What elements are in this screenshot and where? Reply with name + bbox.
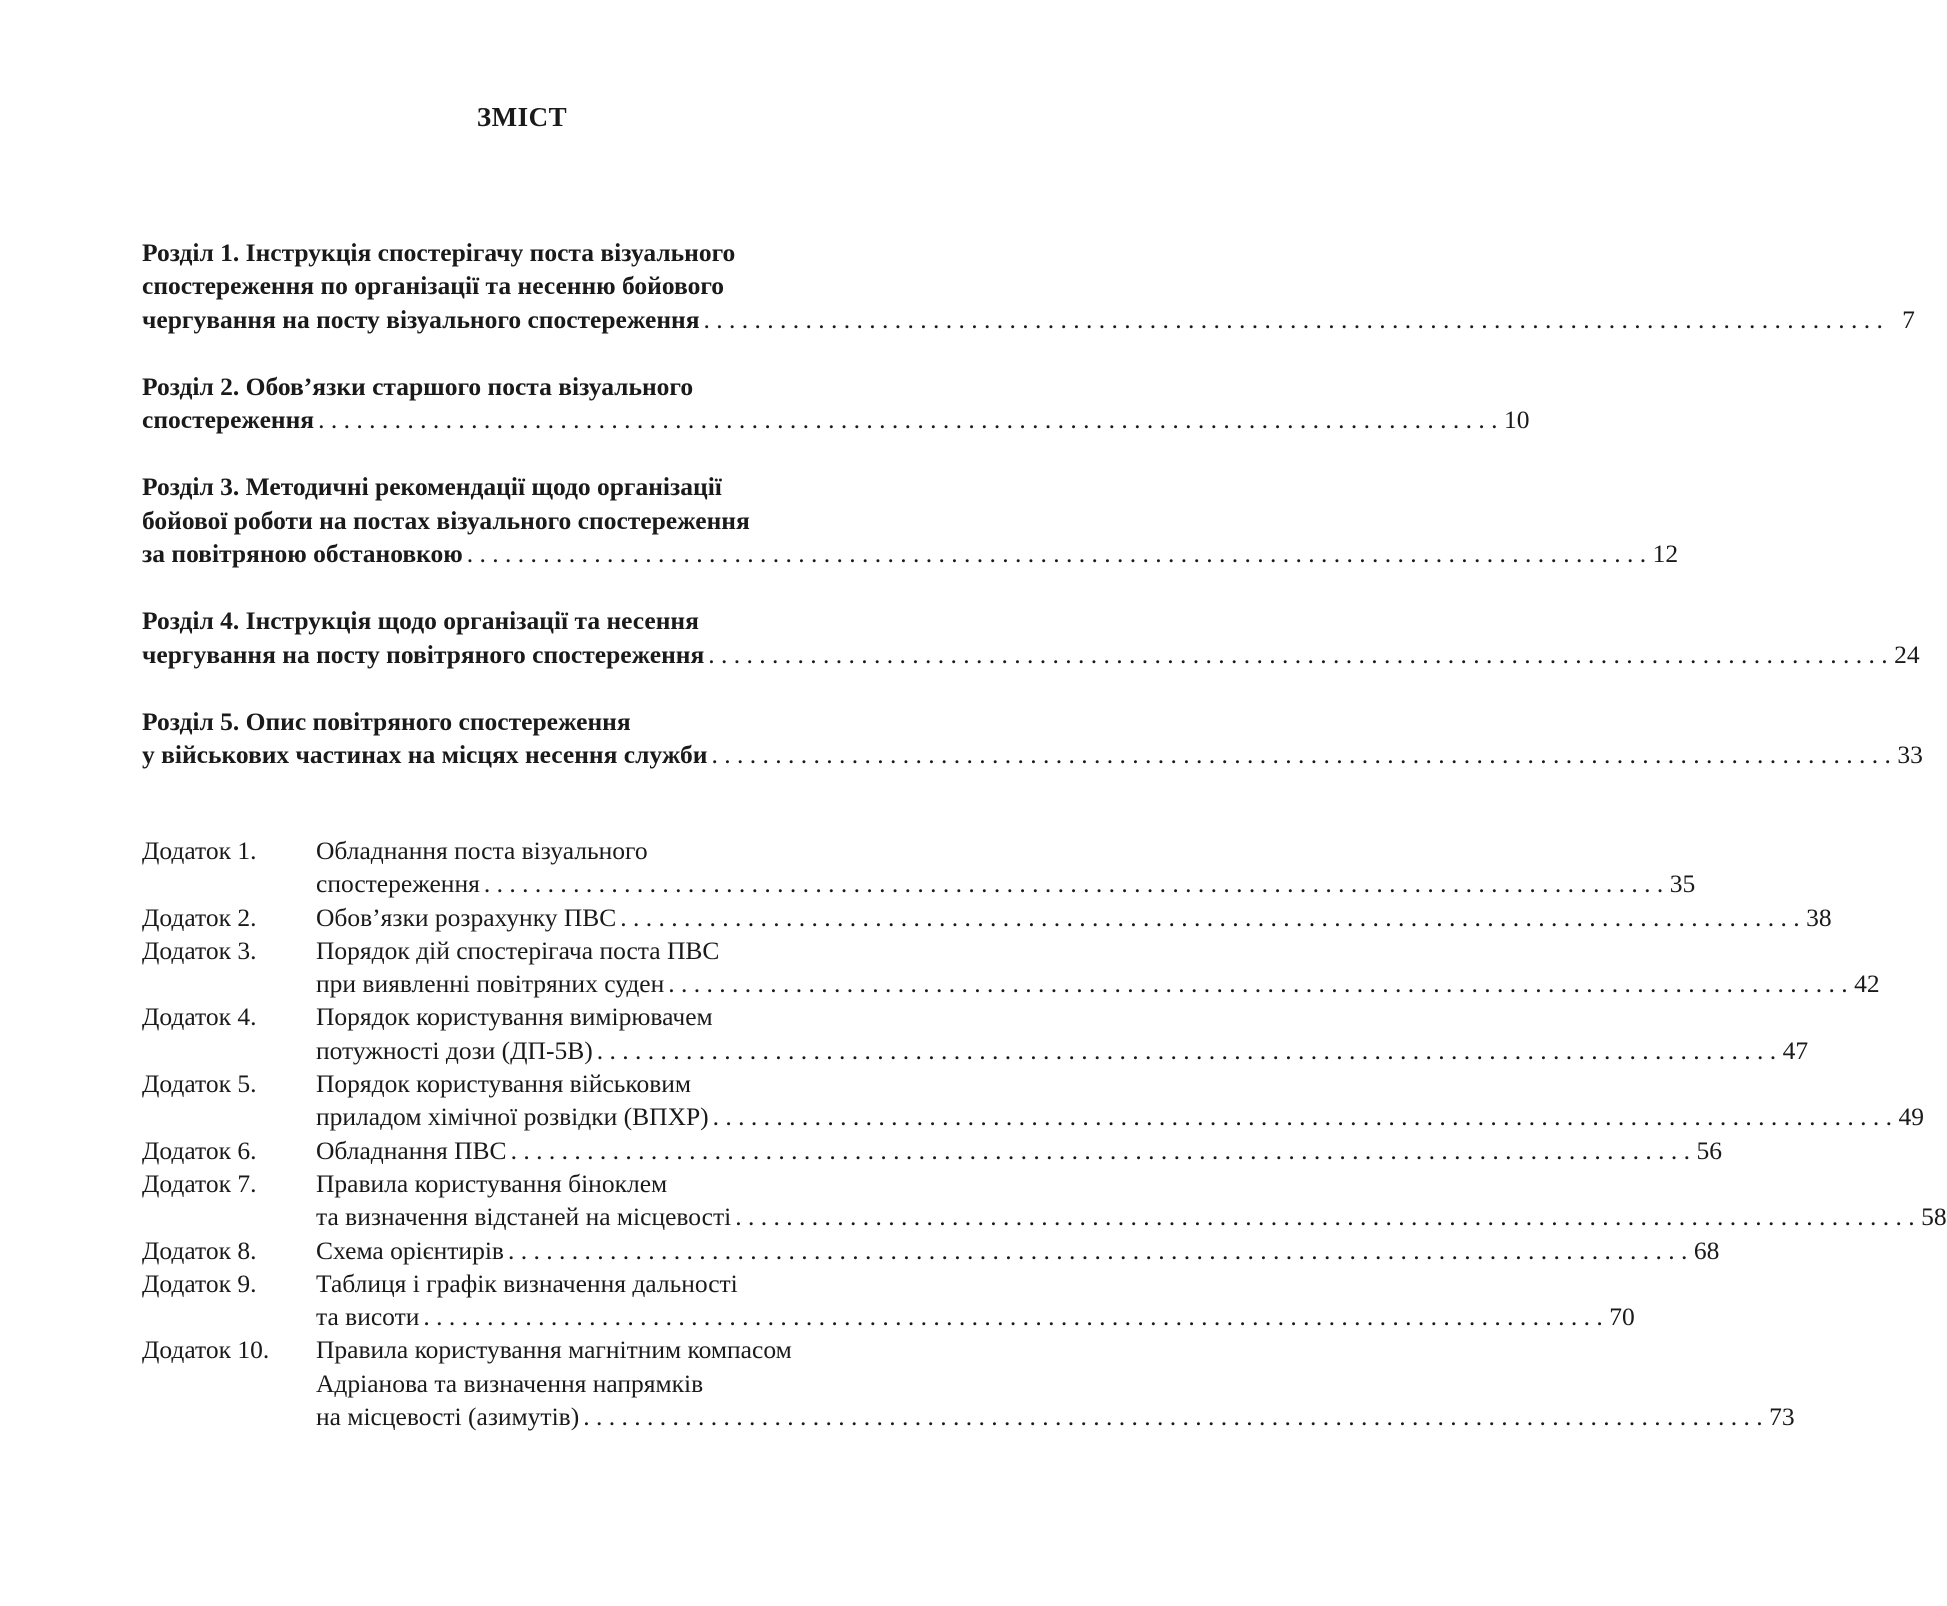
appendix-label: Додаток 6. [142, 1135, 257, 1165]
page-number: 68 [1693, 1235, 1720, 1265]
toc-section-line: спостереження по організації та несенню бойового [142, 271, 725, 301]
sections-list [142, 236, 1923, 806]
appendix-label: Додаток 10. [142, 1335, 270, 1365]
dot-leader [583, 1400, 1762, 1433]
toc-section-line: у військових частинах на місцях несення служби . . . 33 [142, 738, 910, 771]
toc-section-5[interactable] [142, 705, 1923, 772]
dot-leader [423, 1300, 1602, 1333]
toc-section-4[interactable] [142, 604, 1920, 671]
page-number: 10 [1503, 405, 1530, 435]
dot-leader [508, 1234, 1687, 1267]
toc-appendix-6[interactable] [142, 1134, 1722, 1167]
dot-leader [713, 1100, 1892, 1133]
toc-appendix-7[interactable] [142, 1167, 1947, 1234]
page-number: 56 [1696, 1135, 1722, 1165]
appendices-list [142, 834, 1947, 1433]
toc-section-line: Розділ 2. Обов’язки старшого поста візуального [142, 371, 694, 401]
page-number: 73 [1769, 1402, 1795, 1432]
toc-section-line: бойової роботи на постах візуального спостереження [142, 505, 750, 535]
page-number: 7 [1902, 304, 1915, 334]
toc-appendix-2[interactable] [142, 901, 1832, 934]
page-number: 33 [1897, 740, 1923, 770]
toc-section-line: Розділ 4. Інструкція щодо організації та несення [142, 606, 699, 636]
appendix-body: Обладнання поста візуального спостереження . . . 35 [316, 834, 1695, 901]
toc-appendix-9[interactable] [142, 1267, 1635, 1334]
page-number: 70 [1609, 1302, 1635, 1332]
appendix-body: Схема орієнтирів . . . 68 [316, 1234, 1719, 1267]
appendix-body: Правила користування магнітним компасом Адріанова та визначення напрямків на місцевості (азимутів) . . . 73 [316, 1333, 1795, 1433]
dot-leader [735, 1200, 1914, 1233]
toc-section-line: Розділ 5. Опис повітряного спостереження [142, 706, 631, 736]
appendix-label: Додаток 8. [142, 1235, 257, 1265]
toc-appendix-10[interactable] [142, 1333, 1795, 1433]
appendix-body: Правила користування біноклем та визначення відстаней на місцевості . . . 58 [316, 1167, 1947, 1234]
toc-section-line: Розділ 3. Методичні рекомендації щодо організації [142, 472, 722, 502]
toc-section-line: за повітряною обстановкою . . . 12 [142, 537, 910, 570]
toc-appendix-3[interactable] [142, 934, 1880, 1001]
appendix-label: Додаток 5. [142, 1069, 257, 1099]
toc-appendix-1[interactable] [142, 834, 1696, 901]
appendix-body: Обладнання ПВС . . . 56 [316, 1134, 1722, 1167]
toc-appendix-4[interactable] [142, 1000, 1809, 1067]
page-number: 47 [1782, 1035, 1809, 1065]
page-number: 42 [1854, 969, 1880, 999]
dot-leader [711, 738, 1890, 771]
toc-appendix-8[interactable] [142, 1234, 1720, 1267]
dot-leader [620, 901, 1799, 934]
dot-leader [597, 1034, 1776, 1067]
appendix-body: Порядок користування вимірювачем потужності дози (ДП-5В) . . . 47 [316, 1000, 1808, 1067]
page-title: ЗМІСТ [476, 102, 568, 132]
toc-section-line: Розділ 1. Інструкція спостерігачу поста візуального [142, 238, 736, 267]
page-number: 38 [1806, 902, 1832, 932]
dot-leader [668, 967, 1847, 1000]
appendix-label: Додаток 1. [142, 836, 257, 865]
toc-section-line: чергування на посту візуального спостереження . . . 7 [142, 303, 910, 336]
appendix-body: Обов’язки розрахунку ПВС . . . 38 [316, 901, 1832, 934]
page-number: 58 [1921, 1202, 1947, 1232]
appendix-body: Порядок користування військовим приладом хімічної розвідки (ВПХР) . . . 49 [316, 1067, 1924, 1134]
appendix-body: Порядок дій спостерігача поста ПВС при виявленні повітряних суден . . . 42 [316, 934, 1880, 1001]
dot-leader [467, 537, 1646, 570]
dot-leader [704, 303, 1883, 336]
toc-appendix-5[interactable] [142, 1067, 1925, 1134]
page-number: 49 [1898, 1102, 1925, 1132]
toc-section-2[interactable] [142, 370, 1530, 437]
appendix-label: Додаток 7. [142, 1168, 257, 1198]
toc-section-1[interactable] [142, 236, 1915, 336]
appendix-body: Таблиця і графік визначення дальності та висоти . . . 70 [316, 1267, 1635, 1334]
appendix-label: Додаток 4. [142, 1002, 257, 1032]
appendix-label: Додаток 9. [142, 1268, 257, 1298]
toc-section-3[interactable] [142, 470, 1679, 570]
toc-section-line: чергування на посту повітряного спостереження . . . 24 [142, 638, 910, 671]
page-number: 12 [1652, 539, 1679, 569]
dot-leader [318, 403, 1497, 436]
dot-leader [484, 867, 1663, 900]
dot-leader [511, 1134, 1690, 1167]
toc-section-line: спостереження . . . 10 [142, 403, 910, 436]
page-number: 35 [1669, 869, 1696, 899]
appendix-label: Додаток 3. [142, 935, 257, 965]
dot-leader [708, 638, 1887, 671]
page-number: 24 [1894, 639, 1920, 669]
appendix-label: Додаток 2. [142, 902, 257, 932]
